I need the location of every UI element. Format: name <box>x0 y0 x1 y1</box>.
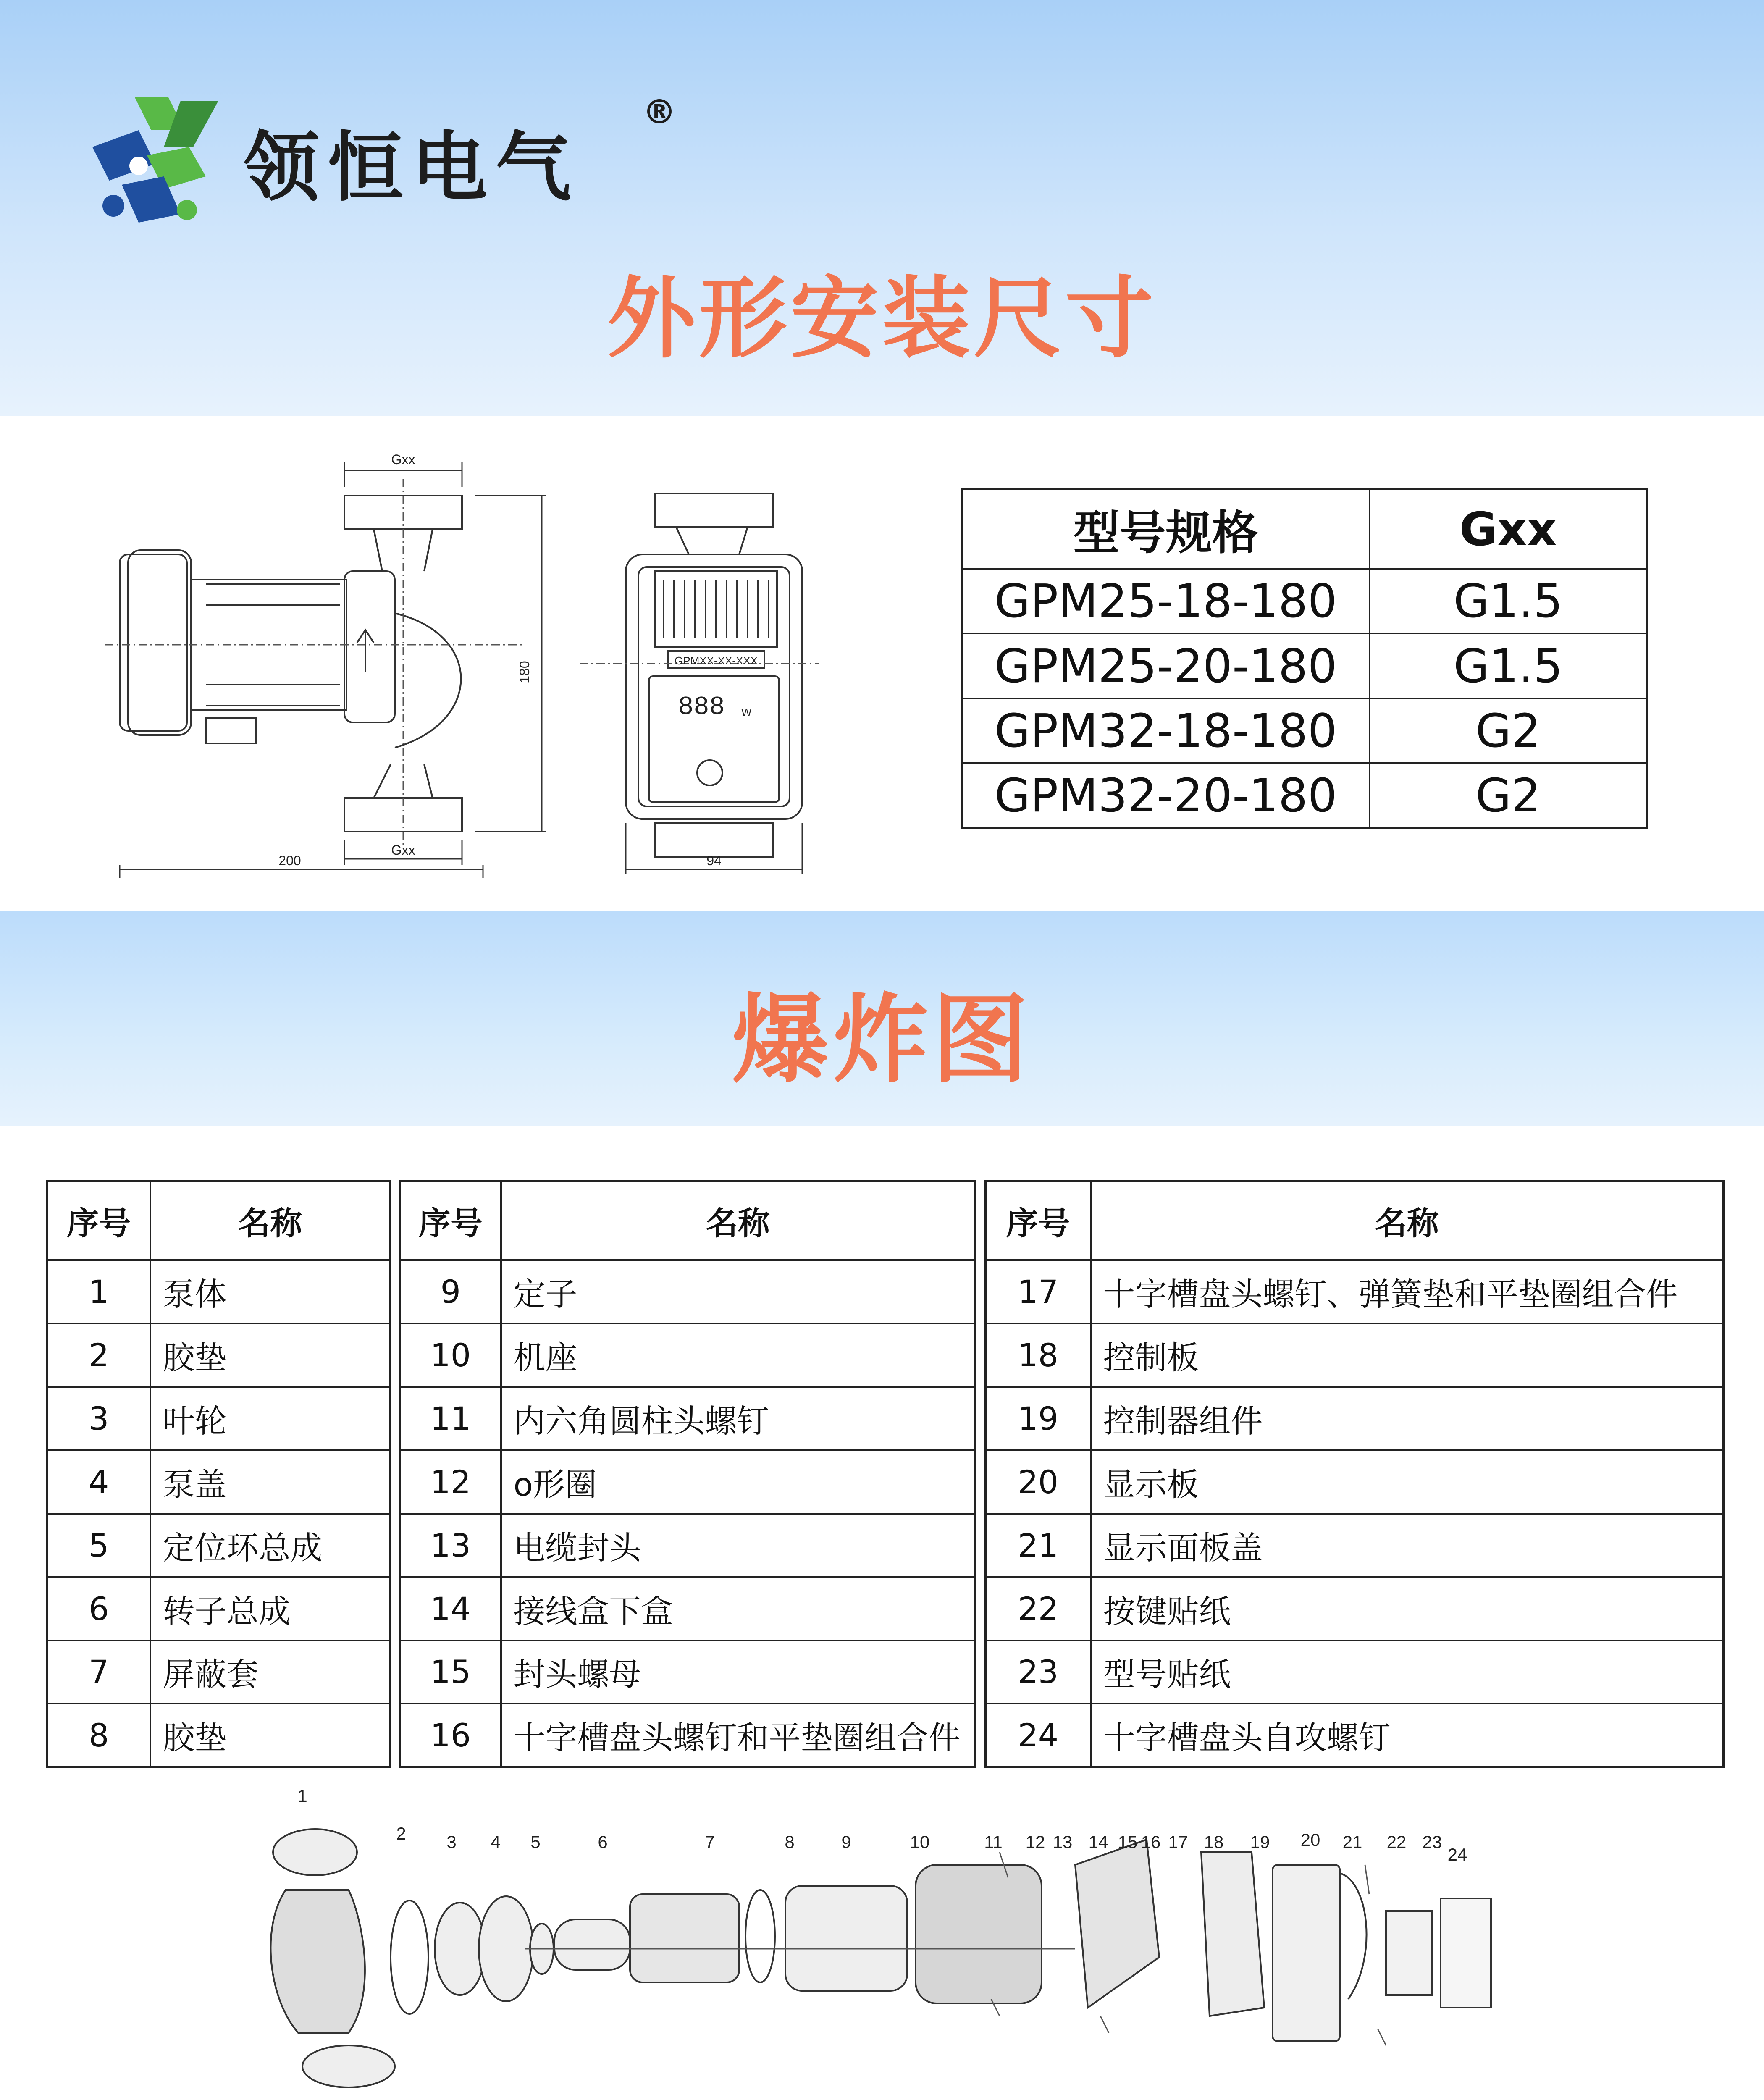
part-name: 十字槽盘头螺钉、弹簧垫和平垫圈组合件 <box>1091 1260 1724 1323</box>
part-name: 十字槽盘头自攻螺钉 <box>1091 1704 1724 1767</box>
spec-gxx: G1.5 <box>1370 569 1647 633</box>
part-name: 封头螺母 <box>501 1641 975 1704</box>
table-row <box>986 1514 1724 1577</box>
exploded-label-7: 7 <box>705 1832 715 1852</box>
header-name: 名称 <box>150 1181 391 1260</box>
spec-row <box>962 763 1647 828</box>
part-name: 胶垫 <box>150 1323 391 1387</box>
spec-row <box>962 569 1647 633</box>
width-200-label: 200 <box>278 853 301 868</box>
table-row <box>47 1641 391 1704</box>
table-row <box>400 1577 975 1641</box>
part-no: 9 <box>400 1260 501 1323</box>
spec-model: GPM25-20-180 <box>962 633 1370 698</box>
spec-gxx: G2 <box>1370 698 1647 763</box>
exploded-label-22: 22 <box>1386 1832 1407 1852</box>
part-no: 13 <box>400 1514 501 1577</box>
table-row <box>47 1514 391 1577</box>
part-no: 7 <box>47 1641 150 1704</box>
spec-gxx: G1.5 <box>1370 633 1647 698</box>
gxx-bottom-label: Gxx <box>391 843 415 858</box>
table-row <box>47 1260 391 1323</box>
part-name: 电缆封头 <box>501 1514 975 1577</box>
exploded-label-2: 2 <box>396 1824 406 1843</box>
part-name: 十字槽盘头螺钉和平垫圈组合件 <box>501 1704 975 1767</box>
part-name: 机座 <box>501 1323 975 1387</box>
front-view-drawing <box>580 470 823 886</box>
exploded-label-8: 8 <box>785 1832 795 1852</box>
part-name: 泵体 <box>150 1260 391 1323</box>
part-no: 12 <box>400 1450 501 1514</box>
part-name: 胶垫 <box>150 1704 391 1767</box>
exploded-label-17: 17 <box>1168 1832 1188 1852</box>
part-name: 内六角圆柱头螺钉 <box>501 1387 975 1450</box>
parts-header-row <box>400 1181 975 1260</box>
part-name: 屏蔽套 <box>150 1641 391 1704</box>
spec-row <box>962 698 1647 763</box>
table-row <box>400 1260 975 1323</box>
table-row <box>986 1450 1724 1514</box>
exploded-label-13: 13 <box>1053 1832 1073 1852</box>
exploded-label-14: 14 <box>1088 1832 1108 1852</box>
table-row <box>400 1323 975 1387</box>
part-no: 6 <box>47 1577 150 1641</box>
exploded-view-drawing <box>252 1781 1512 2100</box>
table-row <box>986 1260 1724 1323</box>
exploded-label-19: 19 <box>1250 1832 1270 1852</box>
model-plate-label: GPMXX-XX-XXX <box>675 654 758 667</box>
part-name: 接线盒下盒 <box>501 1577 975 1641</box>
part-no: 8 <box>47 1704 150 1767</box>
part-name: 定子 <box>501 1260 975 1323</box>
exploded-label-6: 6 <box>598 1832 608 1852</box>
part-no: 23 <box>986 1641 1091 1704</box>
part-name: 定位环总成 <box>150 1514 391 1577</box>
spec-header-row <box>962 489 1647 569</box>
exploded-label-23: 23 <box>1422 1832 1442 1852</box>
part-no: 11 <box>400 1387 501 1450</box>
header-no: 序号 <box>400 1181 501 1260</box>
part-name: 显示板 <box>1091 1450 1724 1514</box>
exploded-label-3: 3 <box>446 1832 457 1852</box>
part-name: 叶轮 <box>150 1387 391 1450</box>
spec-model: GPM32-20-180 <box>962 763 1370 828</box>
part-no: 16 <box>400 1704 501 1767</box>
logo-mark-icon <box>84 84 227 227</box>
table-row <box>986 1323 1724 1387</box>
part-no: 1 <box>47 1260 150 1323</box>
part-no: 18 <box>986 1323 1091 1387</box>
part-no: 2 <box>47 1323 150 1387</box>
table-row <box>47 1323 391 1387</box>
part-name: o形圈 <box>501 1450 975 1514</box>
part-no: 14 <box>400 1577 501 1641</box>
part-name: 控制板 <box>1091 1323 1724 1387</box>
dimensions-title: 外形安装尺寸 <box>607 267 1157 370</box>
header-no: 序号 <box>47 1181 150 1260</box>
header-name: 名称 <box>501 1181 975 1260</box>
table-row <box>400 1387 975 1450</box>
parts-table-1 <box>46 1180 391 1768</box>
brand-logo <box>84 84 676 235</box>
table-row <box>47 1704 391 1767</box>
part-no: 19 <box>986 1387 1091 1450</box>
part-name: 显示面板盖 <box>1091 1514 1724 1577</box>
spec-header-gxx: Gxx <box>1370 489 1647 569</box>
display-unit: W <box>741 706 752 719</box>
exploded-label-21: 21 <box>1342 1832 1362 1852</box>
part-name: 控制器组件 <box>1091 1387 1724 1450</box>
part-no: 22 <box>986 1577 1091 1641</box>
part-no: 17 <box>986 1260 1091 1323</box>
table-row <box>986 1704 1724 1767</box>
display-digits: 888 <box>678 692 725 722</box>
table-row <box>400 1514 975 1577</box>
registered-mark: ® <box>643 92 676 131</box>
table-row <box>47 1450 391 1514</box>
part-name: 泵盖 <box>150 1450 391 1514</box>
table-row <box>986 1577 1724 1641</box>
part-no: 24 <box>986 1704 1091 1767</box>
spec-row <box>962 633 1647 698</box>
brand-name: 领恒电气 <box>244 124 580 212</box>
exploded-label-20: 20 <box>1300 1830 1320 1850</box>
gxx-top-label: Gxx <box>391 452 415 467</box>
part-no: 3 <box>47 1387 150 1450</box>
exploded-label-24: 24 <box>1447 1845 1467 1864</box>
header-no: 序号 <box>986 1181 1091 1260</box>
exploded-label-10: 10 <box>910 1832 930 1852</box>
exploded-title: 爆炸图 <box>732 984 1032 1096</box>
exploded-label-16: 16 <box>1141 1832 1161 1852</box>
part-name: 转子总成 <box>150 1577 391 1641</box>
table-row <box>47 1577 391 1641</box>
part-no: 20 <box>986 1450 1091 1514</box>
part-name: 按键贴纸 <box>1091 1577 1724 1641</box>
spec-gxx: G2 <box>1370 763 1647 828</box>
part-name: 型号贴纸 <box>1091 1641 1724 1704</box>
exploded-label-15: 15 <box>1118 1832 1138 1852</box>
table-row <box>47 1387 391 1450</box>
exploded-label-5: 5 <box>530 1832 541 1852</box>
spec-table <box>961 488 1648 829</box>
exploded-label-1: 1 <box>297 1786 307 1806</box>
exploded-label-18: 18 <box>1204 1832 1224 1852</box>
table-row <box>986 1641 1724 1704</box>
table-row <box>400 1450 975 1514</box>
table-row <box>400 1704 975 1767</box>
exploded-label-12: 12 <box>1025 1832 1045 1852</box>
spec-model: GPM25-18-180 <box>962 569 1370 633</box>
parts-header-row <box>986 1181 1724 1260</box>
part-no: 10 <box>400 1323 501 1387</box>
spec-header-model: 型号规格 <box>962 489 1370 569</box>
part-no: 5 <box>47 1514 150 1577</box>
part-no: 15 <box>400 1641 501 1704</box>
exploded-label-4: 4 <box>491 1832 501 1852</box>
parts-table-3 <box>984 1180 1725 1768</box>
exploded-label-11: 11 <box>984 1832 1003 1852</box>
table-row <box>986 1387 1724 1450</box>
height-180-label: 180 <box>517 661 532 683</box>
part-no: 4 <box>47 1450 150 1514</box>
parts-table-2 <box>399 1180 976 1768</box>
header-name: 名称 <box>1091 1181 1724 1260</box>
table-row <box>400 1641 975 1704</box>
parts-header-row <box>47 1181 391 1260</box>
part-no: 21 <box>986 1514 1091 1577</box>
width-94-label: 94 <box>706 853 722 868</box>
side-view-drawing <box>105 445 550 886</box>
spec-model: GPM32-18-180 <box>962 698 1370 763</box>
exploded-label-9: 9 <box>841 1832 851 1852</box>
